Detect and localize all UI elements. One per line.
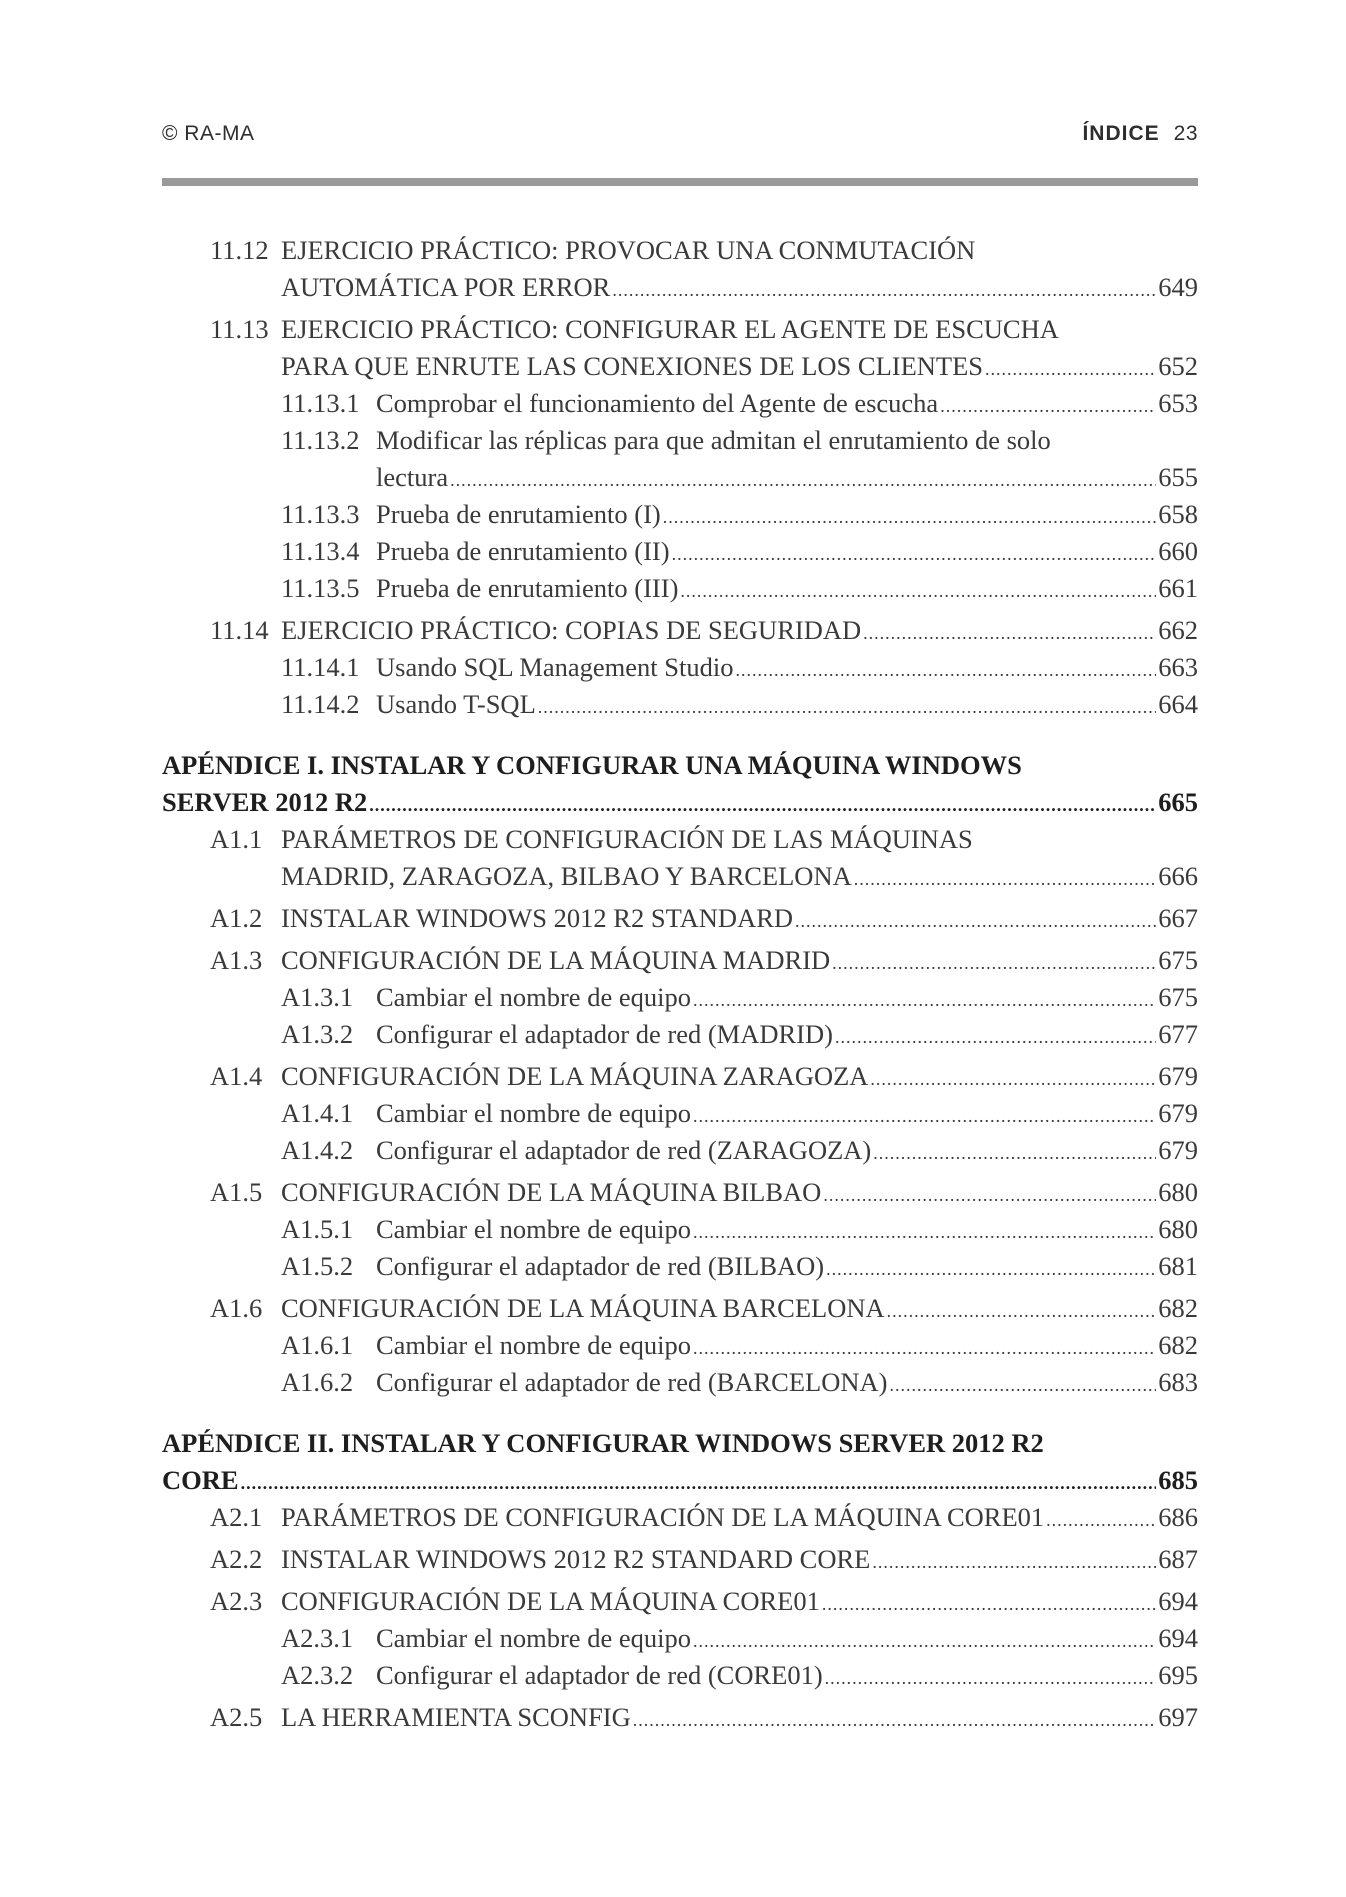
dot-leader [854,861,1157,898]
appendix-title: APÉNDICE I. INSTALAR Y CONFIGURAR UNA MÁQUINA WINDOWS [162,750,1022,780]
entry-number: A2.5 [210,1702,263,1732]
toc-entry-a2-1[interactable] [162,1499,1198,1536]
entry-title-cont: lectura [376,462,449,492]
dot-leader [835,1019,1156,1056]
toc-entry-11-13-4[interactable] [162,533,1198,570]
dot-leader [693,1098,1156,1135]
dot-leader [887,1293,1157,1330]
entry-page: 664 [1158,689,1198,719]
toc-entry-a1-4[interactable] [162,1058,1198,1095]
dot-leader [538,689,1156,726]
entry-number: A2.2 [210,1544,263,1574]
entry-page: 681 [1158,1251,1198,1281]
toc-appendix-2-cont[interactable] [162,1462,1198,1499]
dot-leader [663,499,1156,536]
appendix-title-cont: CORE [162,1465,239,1495]
page-number: 23 [1173,122,1198,145]
toc-entry-11-12[interactable] [162,232,1198,269]
entry-title: CONFIGURACIÓN DE LA MÁQUINA BILBAO [281,1177,822,1207]
dot-leader [940,388,1156,425]
entry-number: 11.14 [210,615,269,645]
toc-entry-11-14-2[interactable] [162,686,1198,723]
entry-title: Configurar el adaptador de red (CORE01) [376,1660,823,1690]
entry-number: A1.3.1 [281,982,354,1012]
toc-entry-a1-3[interactable] [162,942,1198,979]
entry-title: Configurar el adaptador de red (MADRID) [376,1019,833,1049]
dot-leader [873,1135,1156,1172]
entry-page: 675 [1158,945,1198,975]
dot-leader [889,1367,1156,1404]
entry-number: A1.3 [210,945,263,975]
entry-title: INSTALAR WINDOWS 2012 R2 STANDARD CORE [281,1544,871,1574]
toc-entry-a1-1-cont[interactable] [162,858,1198,895]
entry-title: Cambiar el nombre de equipo [376,982,691,1012]
entry-page: 679 [1158,1061,1198,1091]
entry-title: Configurar el adaptador de red (BILBAO) [376,1251,825,1281]
entry-title: Cambiar el nombre de equipo [376,1098,691,1128]
entry-title: PARÁMETROS DE CONFIGURACIÓN DE LA MÁQUINA CORE01 [281,1502,1045,1532]
running-header [162,112,1198,152]
entry-number: A1.5.1 [281,1214,354,1244]
entry-title: Cambiar el nombre de equipo [376,1623,691,1653]
toc-entry-11-14-1[interactable] [162,649,1198,686]
dot-leader [672,536,1157,573]
entry-title: Prueba de enrutamiento (I) [376,499,661,529]
entry-page: 662 [1158,615,1198,645]
entry-title: CONFIGURACIÓN DE LA MÁQUINA CORE01 [281,1586,820,1616]
entry-number: A1.6.2 [281,1367,354,1397]
entry-number: A1.4 [210,1061,263,1091]
entry-number: A1.4.2 [281,1135,354,1165]
toc-entry-a1-6-1[interactable] [162,1327,1198,1364]
entry-page: 694 [1158,1623,1198,1653]
entry-number: A1.2 [210,903,263,933]
entry-number: 11.14.2 [281,689,360,719]
entry-title: Cambiar el nombre de equipo [376,1330,691,1360]
toc-entry-a1-5-2[interactable] [162,1248,1198,1285]
entry-number: A1.5 [210,1177,263,1207]
toc-entry-a1-5[interactable] [162,1174,1198,1211]
entry-title: Configurar el adaptador de red (BARCELONA) [376,1367,888,1397]
publisher-mark: © RA-MA [162,122,255,145]
entry-page: 686 [1158,1502,1198,1532]
entry-title: Cambiar el nombre de equipo [376,1214,691,1244]
entry-page: 663 [1158,652,1198,682]
entry-title-cont: MADRID, ZARAGOZA, BILBAO Y BARCELONA [281,861,852,891]
entry-title: EJERCICIO PRÁCTICO: COPIAS DE SEGURIDAD [281,615,862,645]
dot-leader [693,982,1156,1019]
entry-title: Prueba de enrutamiento (III) [376,573,679,603]
entry-title: CONFIGURACIÓN DE LA MÁQUINA BARCELONA [281,1293,885,1323]
appendix-title-cont: SERVER 2012 R2 [162,787,368,817]
entry-page: 667 [1158,903,1198,933]
index-label: ÍNDICE [1082,122,1160,145]
entry-title: INSTALAR WINDOWS 2012 R2 STANDARD [281,903,794,933]
dot-leader [680,573,1156,610]
entry-number: 11.13.3 [281,499,360,529]
entry-title: Configurar el adaptador de red (ZARAGOZA) [376,1135,872,1165]
entry-number: A1.5.2 [281,1251,354,1281]
toc-entry-a1-6[interactable] [162,1290,1198,1327]
entry-page: 680 [1158,1177,1198,1207]
entry-page: 680 [1158,1214,1198,1244]
entry-number: A1.3.2 [281,1019,354,1049]
table-of-contents [162,232,1198,1736]
entry-number: A1.6.1 [281,1330,354,1360]
entry-page: 660 [1158,536,1198,566]
entry-page: 666 [1158,861,1198,891]
toc-entry-11-13-3[interactable] [162,496,1198,533]
toc-entry-11-12-cont[interactable] [162,269,1198,306]
entry-number: A2.1 [210,1502,263,1532]
entry-page: 649 [1158,272,1198,302]
toc-entry-a1-4-1[interactable] [162,1095,1198,1132]
entry-title: CONFIGURACIÓN DE LA MÁQUINA ZARAGOZA [281,1061,869,1091]
toc-entry-11-14[interactable] [162,612,1198,649]
toc-entry-11-13[interactable] [162,311,1198,348]
entry-title: Modificar las réplicas para que admitan el enrutamiento de solo [376,425,1051,455]
entry-title: LA HERRAMIENTA SCONFIG [281,1702,631,1732]
entry-number: 11.12 [210,235,269,265]
entry-title-cont: PARA QUE ENRUTE LAS CONEXIONES DE LOS CLIENTES [281,351,984,381]
dot-leader [241,1465,1157,1502]
entry-page: 682 [1158,1330,1198,1360]
entry-number: 11.13.5 [281,573,360,603]
entry-number: A1.6 [210,1293,263,1323]
entry-title: CONFIGURACIÓN DE LA MÁQUINA MADRID [281,945,831,975]
entry-number: 11.14.1 [281,652,360,682]
entry-page: 683 [1158,1367,1198,1397]
dot-leader [633,1702,1156,1739]
dot-leader [1046,1502,1156,1539]
entry-title: Usando SQL Management Studio [376,652,734,682]
toc-entry-a1-5-1[interactable] [162,1211,1198,1248]
toc-entry-a1-6-2[interactable] [162,1364,1198,1401]
entry-page: 655 [1158,462,1198,492]
entry-page: 677 [1158,1019,1198,1049]
entry-number: A2.3.2 [281,1660,354,1690]
toc-entry-11-13-1[interactable] [162,385,1198,422]
entry-number: 11.13.2 [281,425,360,455]
toc-entry-a1-2[interactable] [162,900,1198,937]
dot-leader [823,1177,1156,1214]
entry-page: 695 [1158,1660,1198,1690]
entry-page: 653 [1158,388,1198,418]
entry-title: Prueba de enrutamiento (II) [376,536,670,566]
dot-leader [872,1544,1156,1581]
dot-leader [826,1251,1156,1288]
entry-number: A2.3.1 [281,1623,354,1653]
toc-appendix-1-cont[interactable] [162,784,1198,821]
dot-leader [450,462,1156,499]
entry-page: 697 [1158,1702,1198,1732]
dot-leader [693,1623,1156,1660]
entry-number: A1.4.1 [281,1098,354,1128]
entry-page: 687 [1158,1544,1198,1574]
toc-entry-a2-5[interactable] [162,1699,1198,1736]
dot-leader [612,272,1156,309]
header-rule [162,178,1198,186]
entry-title-cont: AUTOMÁTICA POR ERROR [281,272,611,302]
header-right [1082,122,1198,146]
dot-leader [825,1660,1157,1697]
entry-page: 679 [1158,1098,1198,1128]
entry-page: 685 [1158,1465,1198,1495]
toc-entry-11-13-2[interactable] [162,422,1198,459]
entry-page: 694 [1158,1586,1198,1616]
dot-leader [735,652,1156,689]
toc-entry-11-13-2-cont[interactable] [162,459,1198,496]
dot-leader [369,787,1156,824]
toc-entry-a2-2[interactable] [162,1541,1198,1578]
appendix-title: APÉNDICE II. INSTALAR Y CONFIGURAR WINDOWS SERVER 2012 R2 [162,1428,1044,1458]
toc-appendix-1[interactable] [162,747,1198,784]
entry-page: 675 [1158,982,1198,1012]
entry-title: Comprobar el funcionamiento del Agente de escucha [376,388,939,418]
entry-title: EJERCICIO PRÁCTICO: PROVOCAR UNA CONMUTACIÓN [281,235,976,265]
toc-entry-a1-3-2[interactable] [162,1016,1198,1053]
toc-entry-a1-4-2[interactable] [162,1132,1198,1169]
entry-title: PARÁMETROS DE CONFIGURACIÓN DE LAS MÁQUINAS [281,824,973,854]
entry-page: 658 [1158,499,1198,529]
entry-page: 661 [1158,573,1198,603]
dot-leader [693,1214,1156,1251]
dot-leader [985,351,1156,388]
toc-appendix-2[interactable] [162,1425,1198,1462]
toc-entry-a1-3-1[interactable] [162,979,1198,1016]
dot-leader [863,615,1156,652]
entry-page: 682 [1158,1293,1198,1323]
entry-number: 11.13.4 [281,536,360,566]
toc-entry-a2-3-1[interactable] [162,1620,1198,1657]
entry-number: 11.13.1 [281,388,360,418]
entry-number: 11.13 [210,314,269,344]
toc-entry-11-13-5[interactable] [162,570,1198,607]
toc-entry-a2-3-2[interactable] [162,1657,1198,1694]
entry-page: 652 [1158,351,1198,381]
toc-entry-a1-1[interactable] [162,821,1198,858]
dot-leader [795,903,1156,940]
dot-leader [693,1330,1156,1367]
dot-leader [870,1061,1156,1098]
dot-leader [832,945,1156,982]
entry-title: Usando T-SQL [376,689,536,719]
entry-title: EJERCICIO PRÁCTICO: CONFIGURAR EL AGENTE DE ESCUCHA [281,314,1059,344]
dot-leader [822,1586,1156,1623]
entry-page: 665 [1158,787,1198,817]
entry-number: A1.1 [210,824,263,854]
toc-entry-11-13-cont[interactable] [162,348,1198,385]
entry-number: A2.3 [210,1586,263,1616]
entry-page: 679 [1158,1135,1198,1165]
toc-entry-a2-3[interactable] [162,1583,1198,1620]
